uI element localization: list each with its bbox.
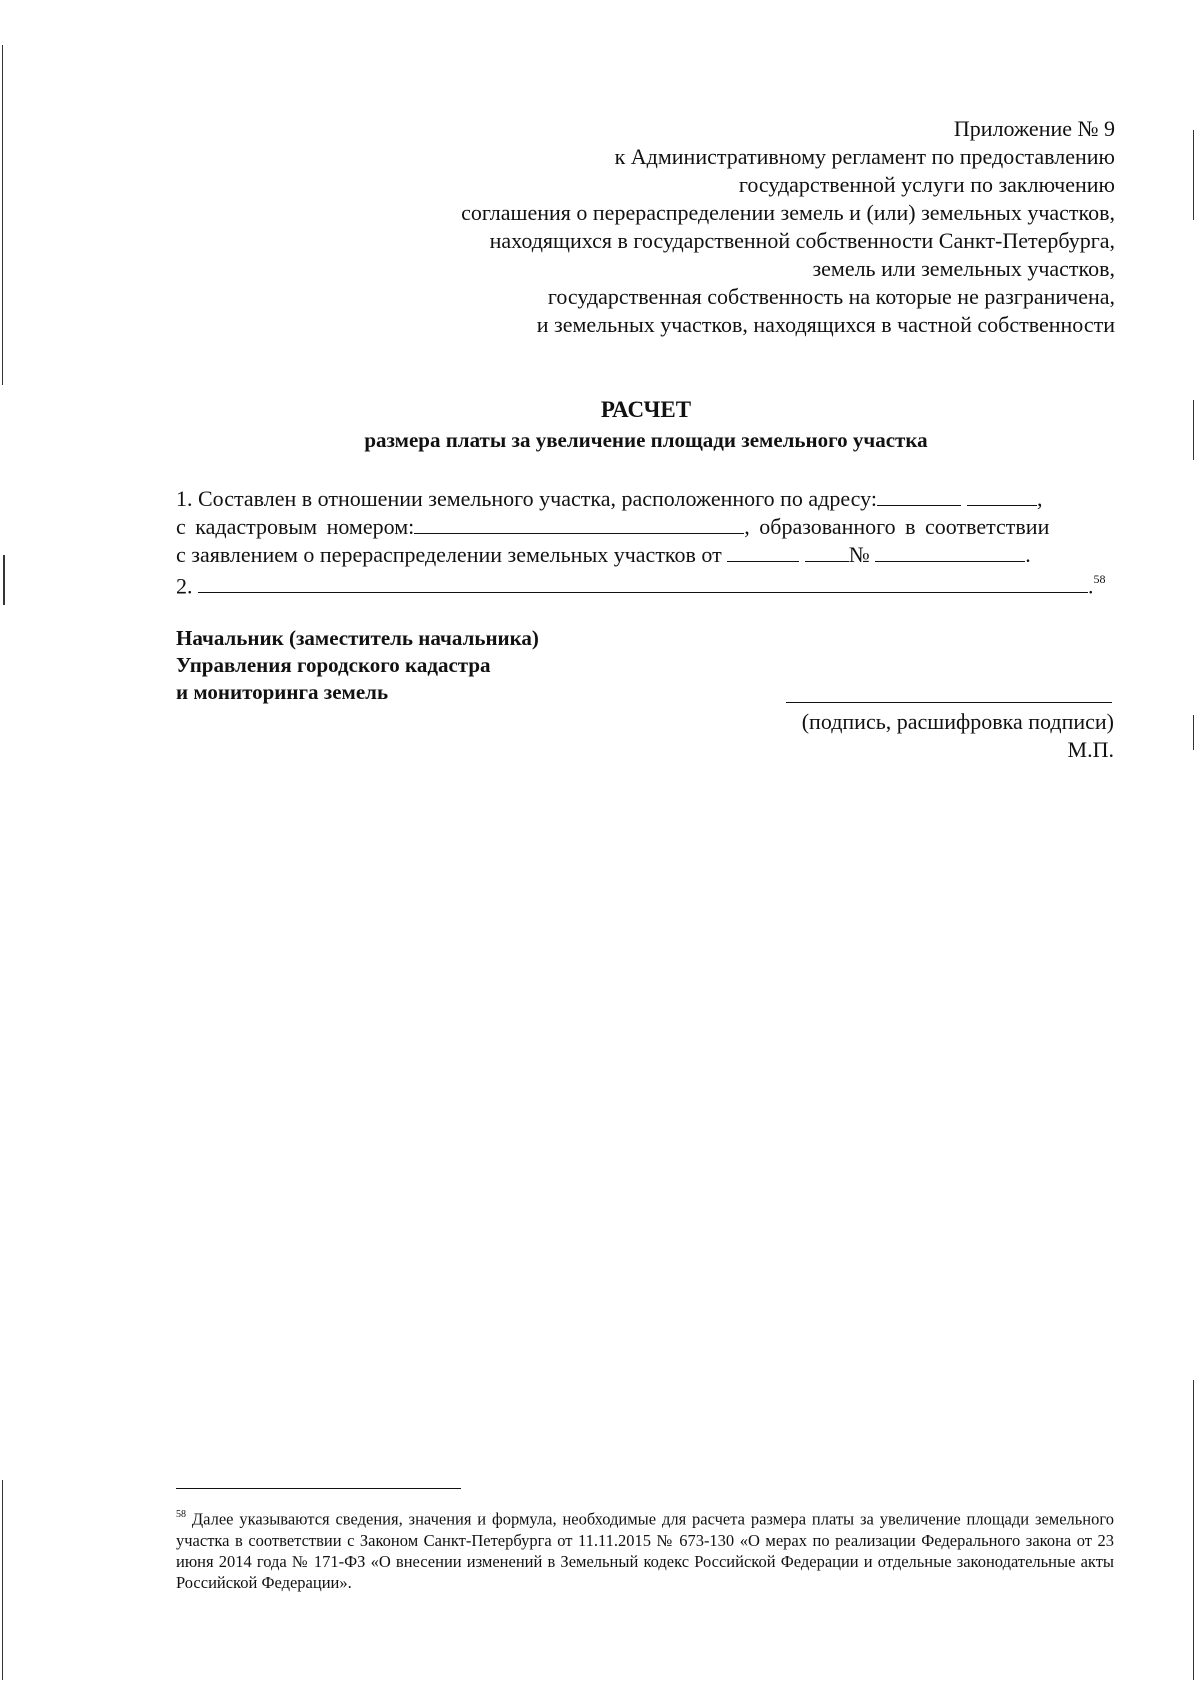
footnote-mark: 58 (176, 1509, 186, 1520)
signer-line: Начальник (заместитель начальника) (176, 626, 539, 650)
document-title: РАСЧЕТ (600, 397, 692, 422)
line-period: . (1088, 573, 1094, 599)
scan-edge-mark (1193, 1380, 1194, 1680)
footnote (176, 1505, 1114, 1593)
cadastral-label: с кадастровым номером: (176, 514, 415, 539)
body-line-item2 (176, 567, 1114, 599)
number-sign: № (848, 542, 870, 567)
header-line: земель или земельных участков, (812, 256, 1115, 281)
body-line-application (176, 539, 1114, 567)
application-number-blank[interactable] (875, 539, 1025, 562)
address-comma: , (1036, 486, 1043, 511)
scan-edge-mark (3, 555, 5, 605)
appendix-header (395, 115, 1115, 339)
cadastral-after-text: , образованного в соответствии (744, 514, 1050, 539)
address-blank[interactable] (877, 483, 961, 506)
header-line: находящихся в государственной собственности Санкт-Петербурга, (489, 228, 1115, 253)
scan-edge-mark (2, 45, 3, 385)
stamp-label: М.П. (1067, 737, 1114, 762)
footnote-reference[interactable]: 58 (1093, 572, 1106, 586)
signature-line[interactable] (786, 702, 1112, 703)
footnote-text: Далее указываются сведения, значения и формула, необходимые для расчета размера платы за увеличение площади земельного участка в соответствии с Законом Санкт-Петербурга от 11.11.2015 № 673-130 «О мерах по реализации Федерального закона от 23 июня 2014 года № 171-ФЗ «О внесении изменений в Земельный кодекс Российской Федерации и отдельные законодательные акты Российской Федерации». (176, 1509, 1114, 1592)
scan-edge-mark (1193, 715, 1194, 750)
cadastral-number-blank[interactable] (414, 511, 744, 534)
header-line: государственная собственность на которые не разграничена, (547, 284, 1115, 309)
item2-label: 2. (176, 573, 193, 599)
document-subtitle: размера платы за увеличение площади земельного участка (364, 428, 928, 452)
header-line: к Административному регламент по предоставлению (614, 144, 1115, 169)
body-line-address (176, 483, 1114, 511)
signer-block (176, 625, 539, 706)
application-year-blank[interactable] (805, 539, 849, 562)
application-date-blank[interactable] (727, 539, 799, 562)
header-line: государственной услуги по заключению (738, 172, 1115, 197)
signer-line: и мониторинга земель (176, 680, 389, 704)
header-line: соглашения о перераспределении земель и (или) земельных участков, (461, 200, 1115, 225)
line-period: . (1025, 542, 1031, 567)
body-line-cadastral (176, 511, 1114, 539)
scan-edge-mark (2, 1480, 3, 1680)
header-line: Приложение № 9 (953, 116, 1115, 141)
address-blank-2[interactable] (967, 483, 1037, 506)
address-text: 1. Составлен в отношении земельного участка, расположенного по адресу: (176, 486, 877, 511)
signature-caption: (подпись, расшифровка подписи) (801, 709, 1114, 734)
item2-blank[interactable] (198, 570, 1088, 593)
scan-edge-mark (1193, 130, 1194, 220)
signer-line: Управления городского кадастра (176, 653, 491, 677)
application-text: с заявлением о перераспределении земельных участков от (176, 542, 722, 567)
footnote-separator (176, 1488, 461, 1489)
header-line: и земельных участков, находящихся в частной собственности (536, 312, 1115, 337)
